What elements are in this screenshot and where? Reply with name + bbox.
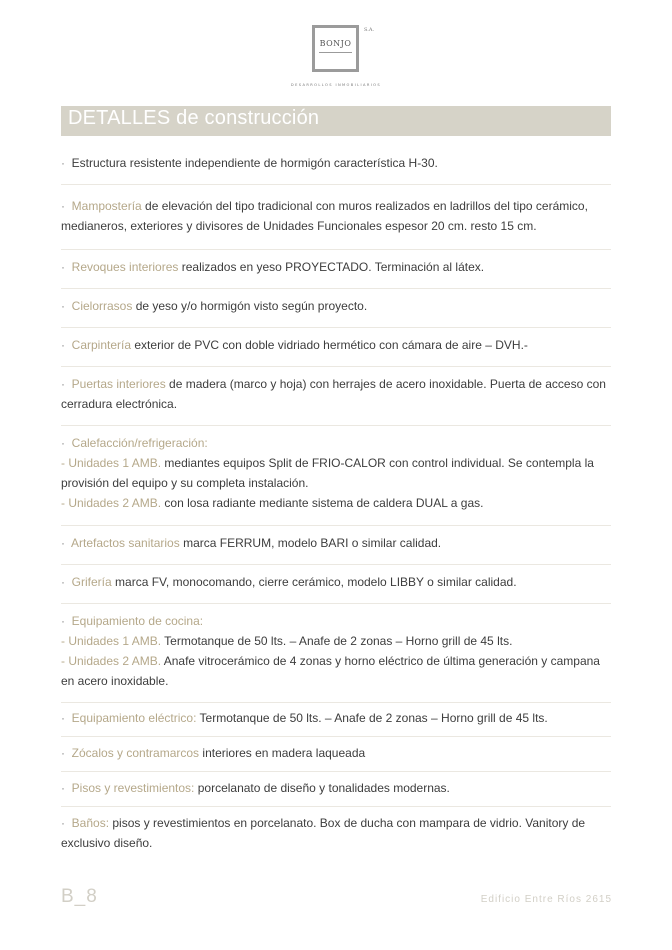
item-text: de madera (marco y hoja) con herrajes de acero inoxidable. Puerta de acceso con cerradura electrónica. — [61, 377, 606, 411]
item-text: Termotanque de 50 lts. – Anafe de 2 zonas – Horno grill de 45 lts. — [196, 711, 548, 725]
item-label: Artefactos sanitarios — [71, 536, 180, 550]
list-item — [61, 737, 611, 772]
item-text: Estructura resistente independiente de hormigón característica H-30. — [71, 156, 438, 170]
item-label: Cielorrasos — [71, 299, 133, 313]
bullet: · — [61, 575, 65, 589]
item-label: Grifería — [71, 575, 112, 589]
item-label: Zócalos y contramarcos — [71, 746, 200, 760]
list-item — [61, 289, 611, 328]
item-label: Revoques interiores — [71, 260, 179, 274]
list-item — [61, 772, 611, 807]
item-text: marca FV, monocomando, cierre cerámico, modelo LIBBY o similar calidad. — [111, 575, 517, 589]
sub-label: - Unidades 2 AMB. — [61, 654, 162, 668]
list-item — [61, 604, 611, 703]
list-item — [61, 807, 611, 853]
list-item — [61, 526, 611, 565]
bullet: · — [61, 299, 65, 313]
item-label: Calefacción/refrigeración: — [71, 436, 208, 450]
bullet: · — [61, 536, 65, 550]
bullet: · — [61, 260, 65, 274]
section-header — [61, 106, 611, 136]
item-label: Pisos y revestimientos: — [71, 781, 195, 795]
item-label: Carpintería — [71, 338, 132, 352]
bullet: · — [61, 614, 65, 628]
page-title: DETALLES de construcción — [68, 107, 320, 129]
list-item — [61, 151, 611, 185]
list-item — [61, 565, 611, 604]
item-text: exterior de PVC con doble vidriado hermético con cámara de aire – DVH.- — [131, 338, 528, 352]
bullet: · — [61, 711, 65, 725]
specs-list — [61, 151, 611, 853]
bullet: · — [61, 156, 65, 170]
footer-address: Edificio Entre Ríos 2615 — [480, 894, 612, 905]
sub-label: - Unidades 2 AMB. — [61, 496, 162, 510]
bullet: · — [61, 436, 65, 450]
item-label: Baños: — [71, 816, 110, 830]
sub-text: mediantes equipos Split de FRIO-CALOR con control individual. Se contempla la provisión del equipo y su completa instalación. — [61, 456, 594, 490]
item-text: porcelanato de diseño y tonalidades modernas. — [194, 781, 450, 795]
sub-text: Termotanque de 50 lts. – Anafe de 2 zonas – Horno grill de 45 lts. — [161, 634, 513, 648]
bullet: · — [61, 338, 65, 352]
bullet: · — [61, 377, 65, 391]
page-number: B_8 — [61, 886, 98, 907]
item-label: Mampostería — [71, 199, 142, 213]
bullet: · — [61, 199, 65, 213]
list-item — [61, 250, 611, 289]
item-label: Equipamiento eléctrico: — [71, 711, 197, 725]
sub-text: con losa radiante mediante sistema de caldera DUAL a gas. — [161, 496, 484, 510]
logo-suffix: S.A. — [364, 27, 375, 33]
sub-text: Anafe vitrocerámico de 4 zonas y horno eléctrico de última generación y campana en acero inoxidable. — [61, 654, 600, 688]
sub-label: - Unidades 1 AMB. — [61, 456, 162, 470]
bullet: · — [61, 816, 65, 830]
item-text: realizados en yeso PROYECTADO. Terminación al látex. — [178, 260, 485, 274]
list-item — [61, 703, 611, 737]
list-item — [61, 328, 611, 367]
item-text: pisos y revestimientos en porcelanato. Box de ducha con mampara de vidrio. Vanitory de exclusivo diseño. — [61, 816, 586, 850]
bullet: · — [61, 746, 65, 760]
item-text: de elevación del tipo tradicional con muros realizados en ladrillos del tipo cerámico, medianeros, exteriores y divisores de Unidades Funcionales espesor 20 cm. resto 15 cm. — [61, 199, 588, 233]
item-label: Equipamiento de cocina: — [71, 614, 204, 628]
company-logo — [312, 25, 359, 72]
sub-label: - Unidades 1 AMB. — [61, 634, 162, 648]
logo-name: BONJO — [319, 39, 352, 48]
item-text: marca FERRUM, modelo BARI o similar calidad. — [179, 536, 442, 550]
logo-subtitle: DESARROLLOS INMOBILIARIOS — [290, 83, 382, 87]
bullet: · — [61, 781, 65, 795]
item-label: Puertas interiores — [71, 377, 166, 391]
logo-divider — [319, 52, 352, 53]
list-item — [61, 426, 611, 526]
item-text: de yeso y/o hormigón visto según proyecto. — [132, 299, 368, 313]
list-item — [61, 185, 611, 250]
item-text: interiores en madera laqueada — [199, 746, 366, 760]
list-item — [61, 367, 611, 426]
